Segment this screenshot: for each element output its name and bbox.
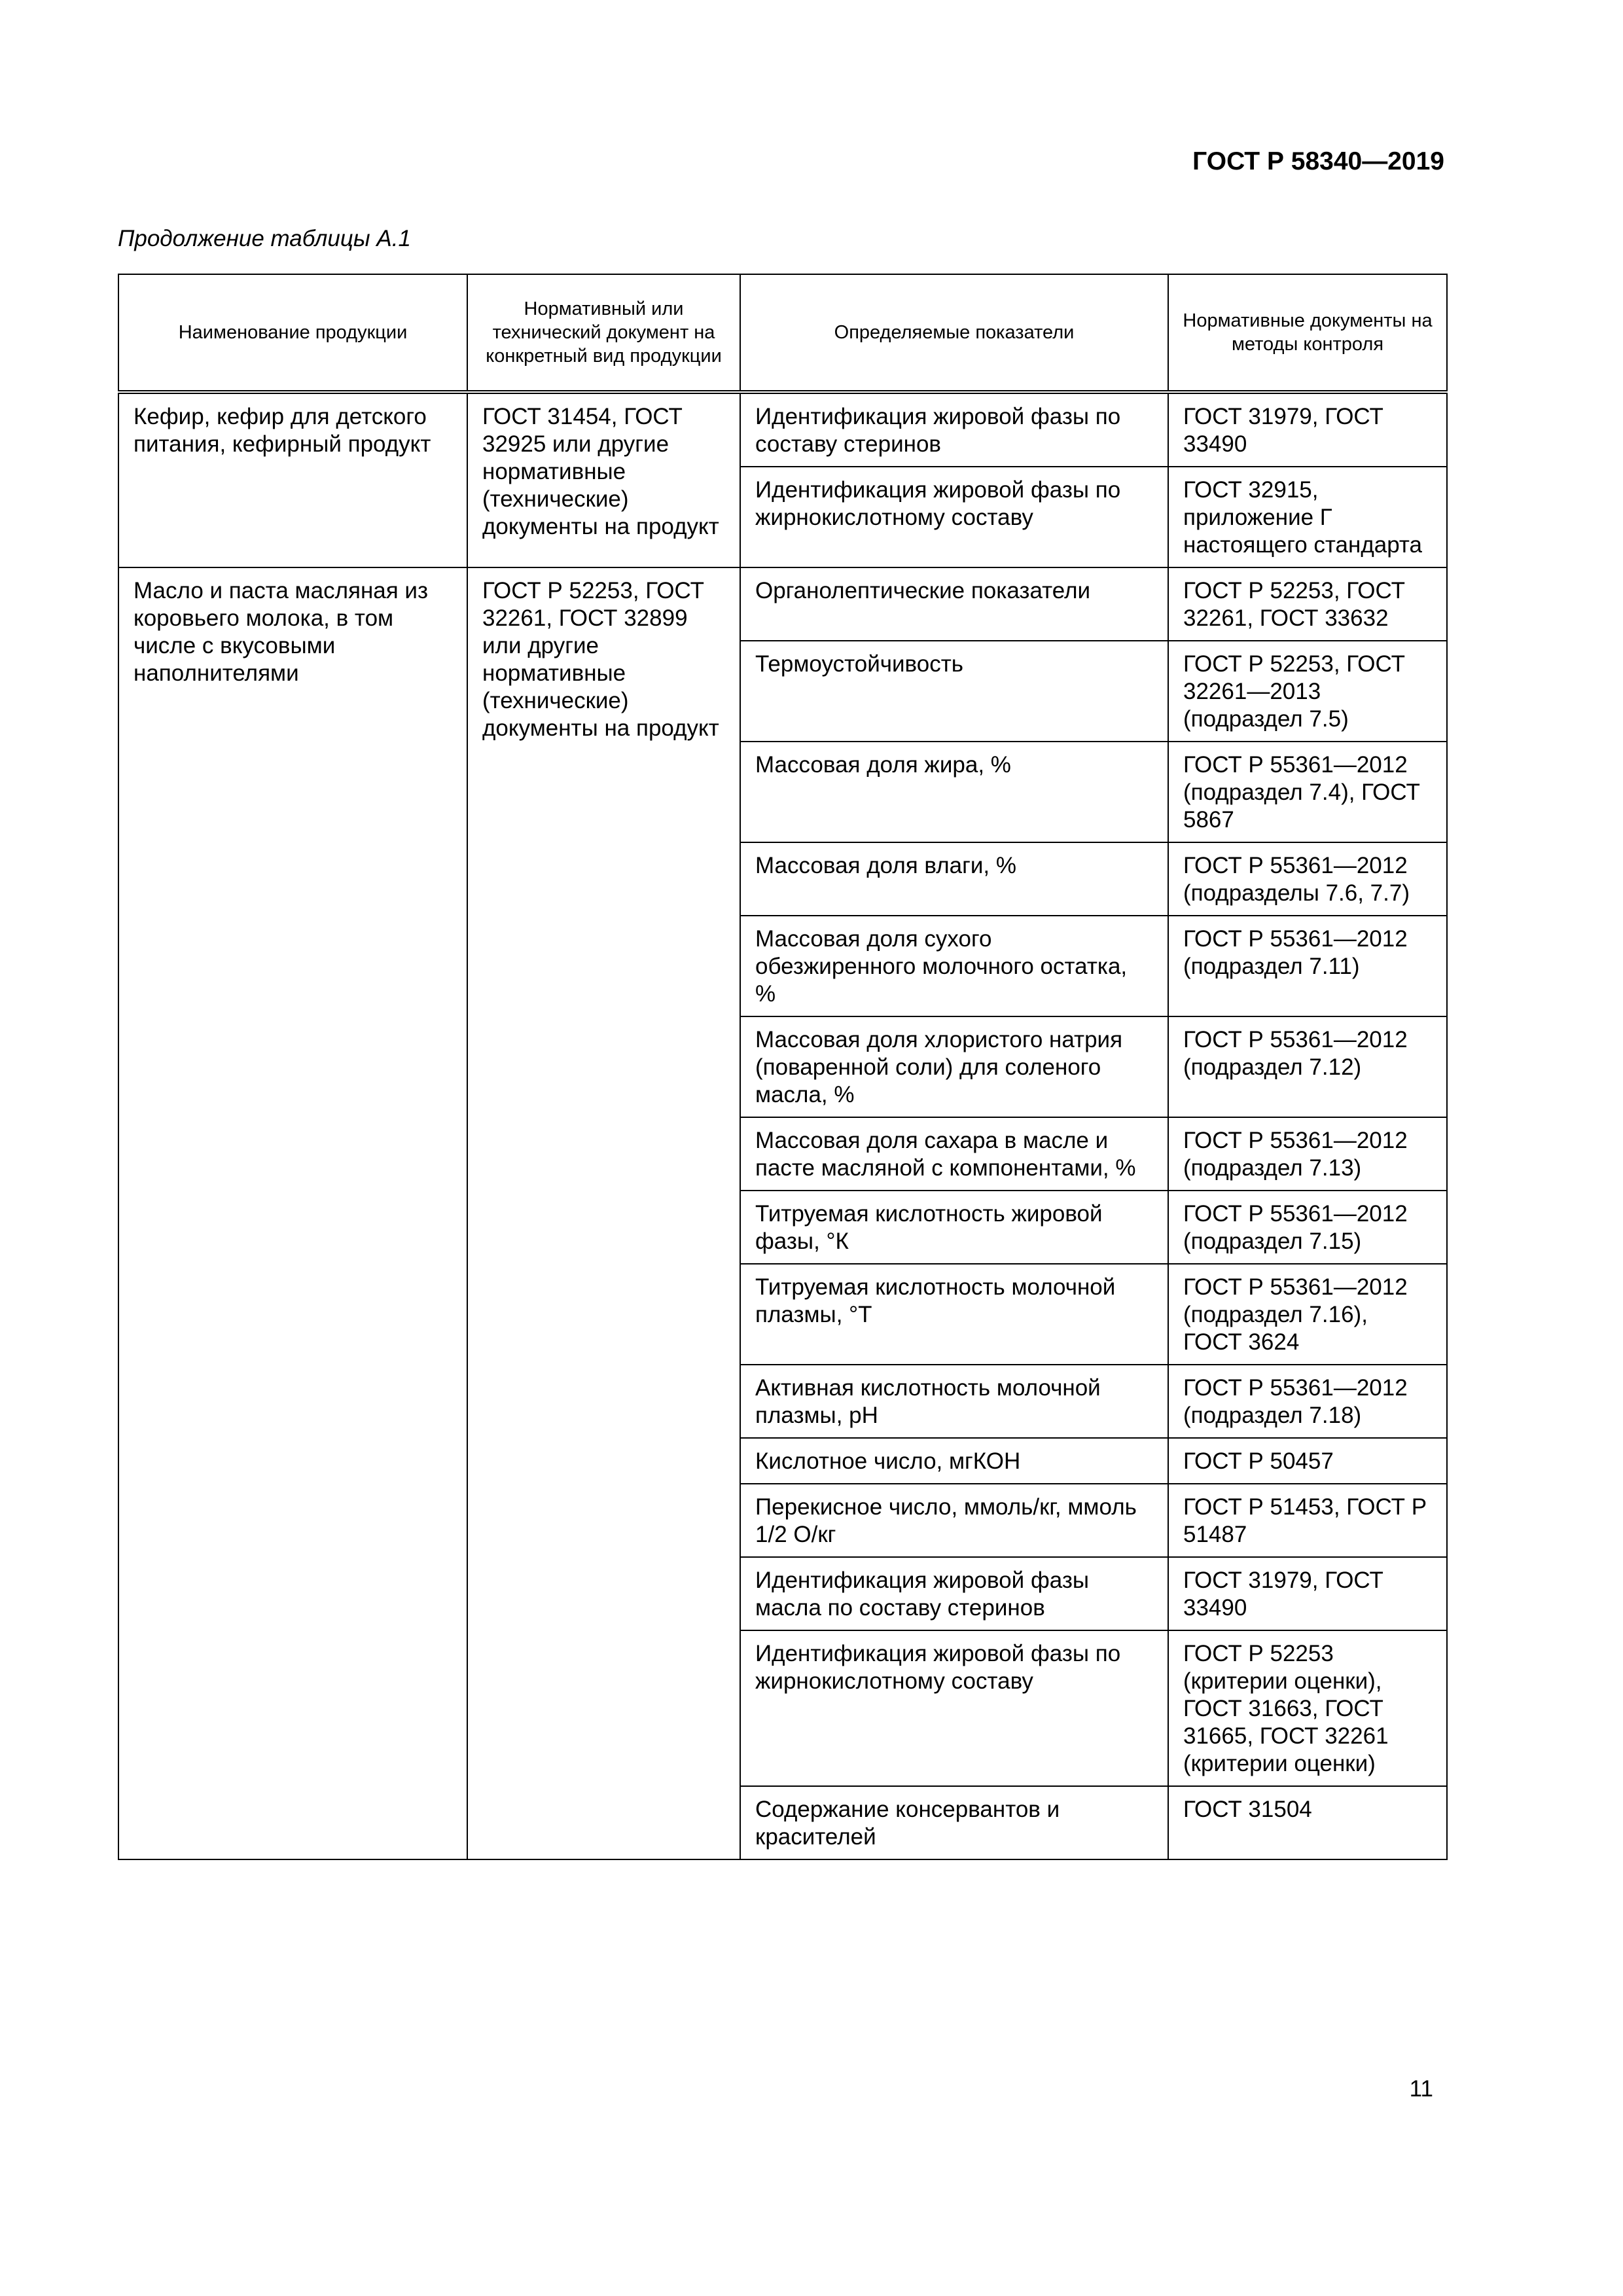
indicator-cell: Термоустойчивость — [740, 641, 1168, 742]
indicator-cell: Идентификация жировой фазы по жирнокислотному составу — [740, 467, 1168, 567]
indicator-cell: Массовая доля сухого обезжиренного молочного остатка, % — [740, 916, 1168, 1016]
method-cell: ГОСТ Р 55361—2012 (подраздел 7.12) — [1168, 1016, 1447, 1117]
method-cell: ГОСТ 31504 — [1168, 1786, 1447, 1859]
method-cell: ГОСТ Р 50457 — [1168, 1438, 1447, 1484]
indicator-cell: Массовая доля хлористого натрия (поваренной соли) для соленого масла, % — [740, 1016, 1168, 1117]
product-name-cell: Масло и паста масляная из коровьего молока, в том числе с вкусовыми наполнителями — [118, 567, 467, 1859]
column-header-product: Наименование продукции — [118, 274, 467, 392]
method-cell: ГОСТ 31979, ГОСТ 33490 — [1168, 1557, 1447, 1630]
column-header-methods: Нормативные документы на методы контроля — [1168, 274, 1447, 392]
table-row — [118, 392, 1447, 467]
document-header: ГОСТ Р 58340—2019 — [1192, 147, 1444, 175]
indicator-cell: Массовая доля жира, % — [740, 742, 1168, 842]
method-cell: ГОСТ 31979, ГОСТ 33490 — [1168, 392, 1447, 467]
indicator-cell: Массовая доля сахара в масле и пасте масляной с компонентами, % — [740, 1117, 1168, 1191]
indicator-cell: Содержание консервантов и красителей — [740, 1786, 1168, 1859]
method-cell: ГОСТ Р 55361—2012 (подраздел 7.13) — [1168, 1117, 1447, 1191]
method-cell: ГОСТ Р 55361—2012 (подраздел 7.16), ГОСТ 3624 — [1168, 1264, 1447, 1365]
column-header-indicators: Определяемые показатели — [740, 274, 1168, 392]
product-name-cell: Кефир, кефир для детского питания, кефирный продукт — [118, 392, 467, 567]
indicator-cell: Идентификация жировой фазы масла по составу стеринов — [740, 1557, 1168, 1630]
indicator-cell: Идентификация жировой фазы по жирнокислотному составу — [740, 1630, 1168, 1786]
method-cell: ГОСТ Р 55361—2012 (подраздел 7.18) — [1168, 1365, 1447, 1438]
table-header-row — [118, 274, 1447, 392]
method-cell: ГОСТ Р 55361—2012 (подразделы 7.6, 7.7) — [1168, 842, 1447, 916]
indicator-cell: Активная кислотность молочной плазмы, pH — [740, 1365, 1168, 1438]
column-header-product-doc: Нормативный или технический документ на конкретный вид продукции — [467, 274, 740, 392]
method-cell: ГОСТ Р 55361—2012 (подраздел 7.4), ГОСТ 5867 — [1168, 742, 1447, 842]
method-cell: ГОСТ Р 52253, ГОСТ 32261, ГОСТ 33632 — [1168, 567, 1447, 641]
method-cell: ГОСТ 32915, приложение Г настоящего стандарта — [1168, 467, 1447, 567]
product-table — [118, 274, 1448, 1860]
table-row — [118, 567, 1447, 641]
page-number: 11 — [1409, 2076, 1433, 2102]
indicator-cell: Титруемая кислотность молочной плазмы, °Т — [740, 1264, 1168, 1365]
method-cell: ГОСТ Р 52253 (критерии оценки), ГОСТ 31663, ГОСТ 31665, ГОСТ 32261 (критерии оценки) — [1168, 1630, 1447, 1786]
indicator-cell: Идентификация жировой фазы по составу стеринов — [740, 392, 1168, 467]
indicator-cell: Титруемая кислотность жировой фазы, °К — [740, 1191, 1168, 1264]
method-cell: ГОСТ Р 52253, ГОСТ 32261—2013 (подраздел 7.5) — [1168, 641, 1447, 742]
indicator-cell: Органолептические показатели — [740, 567, 1168, 641]
method-cell: ГОСТ Р 55361—2012 (подраздел 7.15) — [1168, 1191, 1447, 1264]
product-doc-cell: ГОСТ 31454, ГОСТ 32925 или другие нормативные (технические) документы на продукт — [467, 392, 740, 567]
indicator-cell: Перекисное число, ммоль/кг, ммоль 1/2 О/кг — [740, 1484, 1168, 1557]
product-doc-cell: ГОСТ Р 52253, ГОСТ 32261, ГОСТ 32899 или другие нормативные (технические) документы на продукт — [467, 567, 740, 1859]
method-cell: ГОСТ Р 55361—2012 (подраздел 7.11) — [1168, 916, 1447, 1016]
indicator-cell: Кислотное число, мгКОН — [740, 1438, 1168, 1484]
method-cell: ГОСТ Р 51453, ГОСТ Р 51487 — [1168, 1484, 1447, 1557]
table-caption: Продолжение таблицы А.1 — [118, 226, 411, 251]
indicator-cell: Массовая доля влаги, % — [740, 842, 1168, 916]
